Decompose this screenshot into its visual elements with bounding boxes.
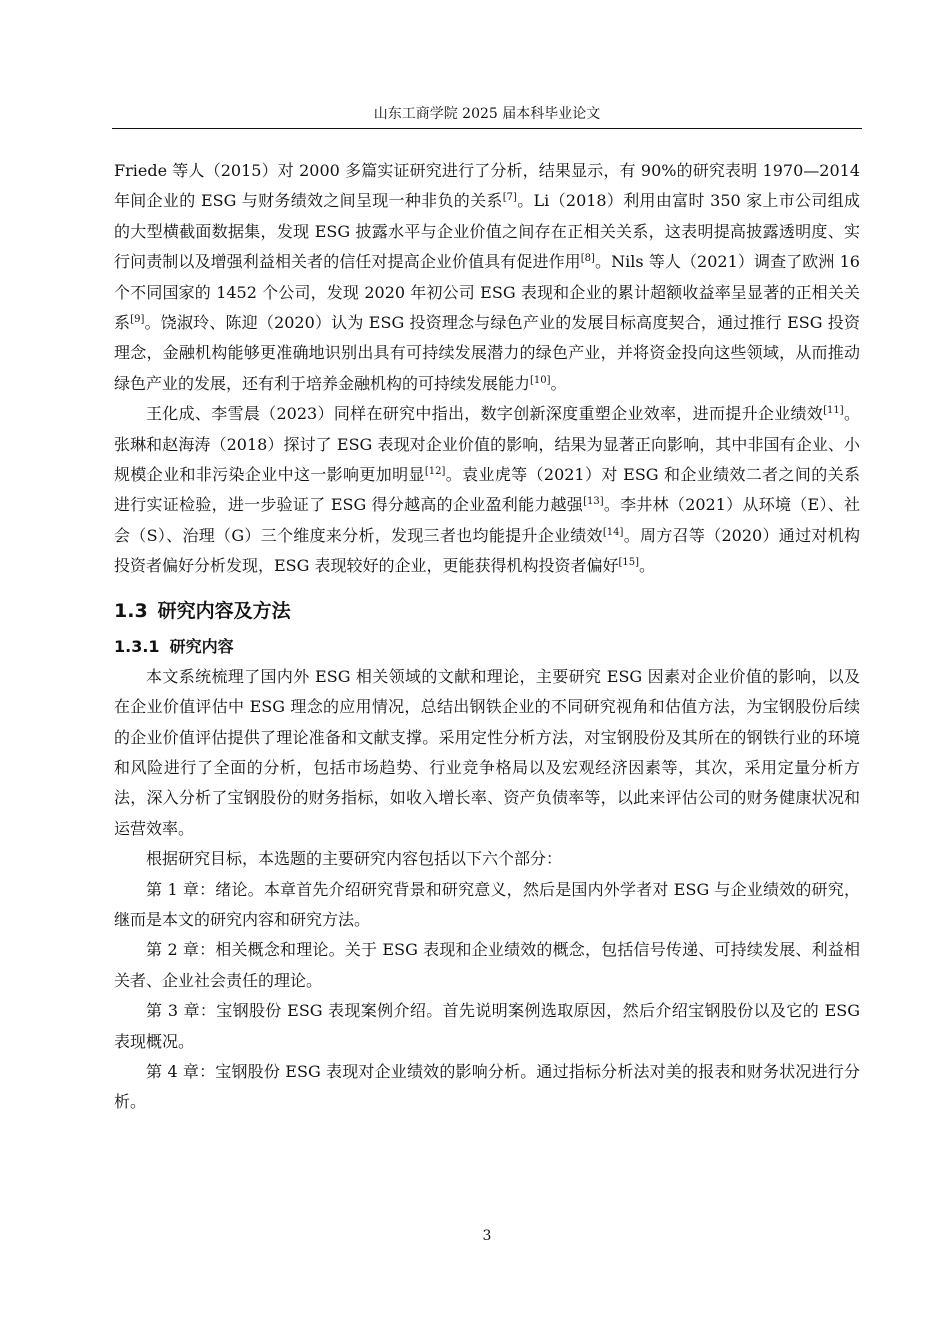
text-run: 。周方召等（2020）通过对机构投资者偏好分析发现，ESG 表现较好的企业，更能获得机构投资者偏好	[114, 525, 860, 576]
citation: [12]	[424, 466, 446, 478]
paragraph-chapter-3: 第 3 章：宝钢股份 ESG 表现案例介绍。首先说明案例选取原因，然后介绍宝钢股份以及它的 ESG 表现概况。	[114, 1001, 860, 1051]
citation: [10]	[530, 374, 551, 386]
citation: [14]	[602, 526, 624, 538]
page-number: 3	[482, 1228, 492, 1244]
paragraph-literature-1	[114, 156, 860, 399]
paragraph-chapter-1: 第 1 章：绪论。本章首先介绍研究背景和研究意义，然后是国内外学者对 ESG 与企业绩效的研究，继而是本文的研究内容和研究方法。	[114, 879, 860, 929]
subsection-title: 研究内容	[169, 636, 234, 656]
text-run: 王化成、李雪晨（2023）同样在研究中指出，数字创新深度重塑企业效率，进而提升企业绩效	[146, 404, 824, 424]
citation: [9]	[130, 314, 145, 326]
text-run: 。	[639, 556, 656, 576]
text-run: 。Nils 等人（2021）调查了欧洲 16 个不同国家的 1452 个公司，发现 2020 年初公司 ESG 表现和企业的累计超额收益率呈显著的正相关关系	[114, 252, 860, 333]
section-heading	[114, 596, 860, 626]
paragraph-chapter-2: 第 2 章：相关概念和理论。关于 ESG 表现和企业绩效的概念，包括信号传递、可持续发展、利益相关者、企业社会责任的理论。	[114, 940, 860, 990]
header-rule	[112, 128, 862, 129]
citation: [15]	[618, 557, 640, 569]
text-run: 。袁业虎等（2021）对 ESG 和企业绩效二者之间的关系进行实证检验，进一步验证了 ESG 得分越高的企业盈利能力越强	[114, 465, 860, 515]
citation: [7]	[502, 192, 517, 204]
text-run: 。张琳和赵海涛（2018）探讨了 ESG 表现对企业价值的影响，结果为显著正向影响，其中非国有企业、小规模企业和非污染企业中这一影响更加明显	[114, 404, 860, 485]
paragraph-outline-intro: 根据研究目标，本选题的主要研究内容包括以下六个部分：	[146, 849, 563, 869]
paragraph-research-content: 本文系统梳理了国内外 ESG 相关领域的文献和理论，主要研究 ESG 因素对企业价值的影响，以及在企业价值评估中 ESG 理念的应用情况，总结出钢铁企业的不同研究视角和估值方法，为宝钢股份后续的企业价值评估提供了理论准备和文献支撑。采用定性分析方法，对宝钢股份及其所在的钢铁行业的环境和风险进行了全面的分析，包括市场趋势、行业竞争格局以及宏观经济因素等，其次，采用定量分析方法，深入分析了宝钢股份的财务指标，如收入增长率、资产负债率等，以此来评估公司的财务健康状况和运营效率。	[114, 666, 860, 838]
text-run: 。	[550, 373, 567, 393]
section-title: 研究内容及方法	[157, 599, 291, 622]
section-number: 1.3	[114, 599, 148, 622]
text-run: Friede 等人（2015）对 2000 多篇实证研究进行了分析，结果显示，有 90%的研究表明 1970—2014 年间企业的 ESG 与财务绩效之间呈现一种非负的关系	[114, 161, 860, 211]
subsection-heading	[114, 632, 860, 662]
page-header: 山东工商学院 2025 届本科毕业论文	[373, 106, 601, 122]
text-run: 。Li（2018）利用由富时 350 家上市公司组成的大型横截面数据集，发现 ESG 披露水平与企业价值之间存在正相关关系，这表明提高披露透明度、实行问责制以及增强利益相关者的信任对提高企业价值具有促进作用	[114, 191, 860, 272]
paragraph-literature-2	[114, 399, 860, 581]
citation: [13]	[583, 496, 604, 508]
text-run: 。饶淑玲、陈迎（2020）认为 ESG 投资理念与绿色产业的发展目标高度契合，通过推行 ESG 投资理念，金融机构能够更准确地识别出具有可持续发展潜力的绿色产业，并将资金投向这些领域，从而推动绿色产业的发展，还有利于培养金融机构的可持续发展能力	[114, 313, 860, 393]
text-run: 。李井林（2021）从环境（E）、社会（S）、治理（G）三个维度来分析，发现三者也均能提升企业绩效	[114, 495, 860, 545]
subsection-number: 1.3.1	[114, 636, 160, 656]
body-text	[114, 156, 860, 1118]
paragraph-chapter-4: 第 4 章：宝钢股份 ESG 表现对企业绩效的影响分析。通过指标分析法对美的报表和财务状况进行分析。	[114, 1061, 860, 1112]
citation: [8]	[580, 253, 595, 265]
citation: [11]	[823, 405, 844, 417]
